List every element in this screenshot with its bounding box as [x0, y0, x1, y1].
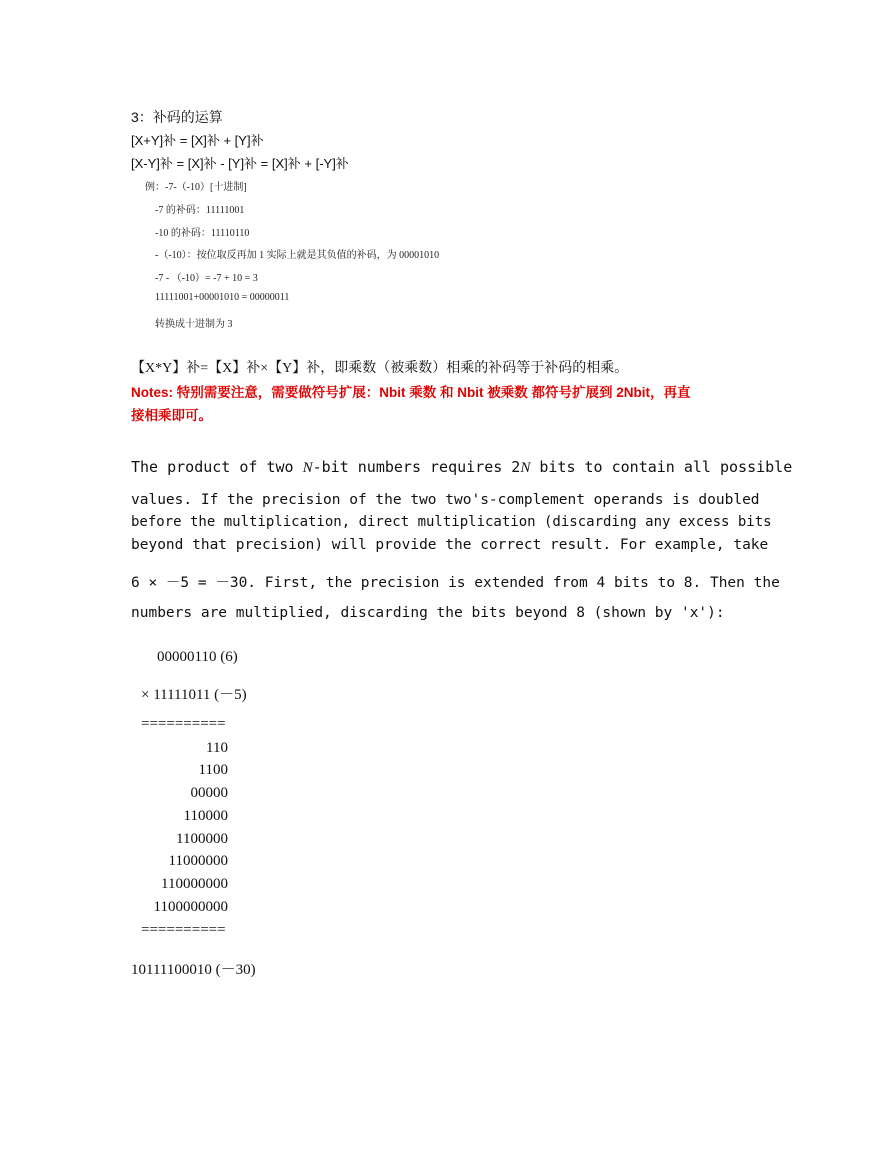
- paragraph-text: bits to contain all possible: [530, 458, 793, 476]
- multiplication-result: 10111100010 (－30): [131, 962, 256, 978]
- paragraph-text: The product of two: [131, 458, 303, 476]
- example-line: 11111001+00001010 = 00000011: [155, 292, 290, 303]
- formula-sub: [X-Y]补 = [X]补 - [Y]补 = [X]补 + [-Y]补: [131, 156, 349, 171]
- section-heading: 3：补码的运算: [131, 109, 223, 125]
- example-line: 转换成十进制为 3: [155, 319, 233, 330]
- example-line: -10 的补码：11110110: [155, 228, 250, 239]
- paragraph-text: -bit numbers requires 2: [312, 458, 521, 476]
- partial-product: 110000: [183, 808, 228, 824]
- example-title: 例：-7-（-10）[十进制]: [145, 182, 247, 193]
- notes-line: Notes: 特别需要注意，需要做符号扩展：Nbit 乘数 和 Nbit 被乘数 都符号扩展到 2Nbit，再直: [131, 385, 691, 400]
- partial-product: 110: [206, 740, 228, 756]
- paragraph-line: numbers are multiplied, discarding the bits beyond 8 (shown by 'x'):: [131, 605, 725, 621]
- partial-product: 11000000: [168, 853, 228, 869]
- operand-2: × 11111011 (－5): [141, 687, 247, 703]
- separator-top: ==========: [141, 716, 226, 732]
- paragraph-line: beyond that precision) will provide the correct result. For example, take: [131, 537, 769, 553]
- partial-product: 1100000: [176, 831, 228, 847]
- paragraph-line: values. If the precision of the two two's-complement operands is doubled: [131, 492, 760, 508]
- example-line: -7 - （-10）= -7 + 10 = 3: [155, 273, 258, 284]
- separator-bottom: ==========: [141, 922, 226, 938]
- formula-add: [X+Y]补 = [X]补 + [Y]补: [131, 133, 264, 148]
- variable-n: N: [302, 460, 313, 476]
- variable-n: N: [520, 460, 531, 476]
- paragraph-line: before the multiplication, direct multiplication (discarding any excess bits: [131, 514, 772, 530]
- multiplication-statement: 【X*Y】补=【X】补×【Y】补，即乘数（被乘数）相乘的补码等于补码的相乘。: [131, 361, 629, 376]
- partial-product: 00000: [190, 785, 228, 801]
- partial-product: 110000000: [161, 876, 228, 892]
- paragraph-line: 6 × －5 = －30. First, the precision is extended from 4 bits to 8. Then the: [131, 575, 780, 591]
- example-line: -7 的补码：11111001: [155, 205, 245, 216]
- partial-product: 1100: [198, 762, 228, 778]
- partial-product: 1100000000: [153, 899, 228, 915]
- notes-line: 接相乘即可。: [131, 408, 212, 423]
- paragraph-line: [131, 458, 792, 477]
- example-line: -（-10）：按位取反再加 1 实际上就是其负值的补码，为 00001010: [155, 250, 440, 261]
- operand-1: 00000110 (6): [157, 649, 238, 665]
